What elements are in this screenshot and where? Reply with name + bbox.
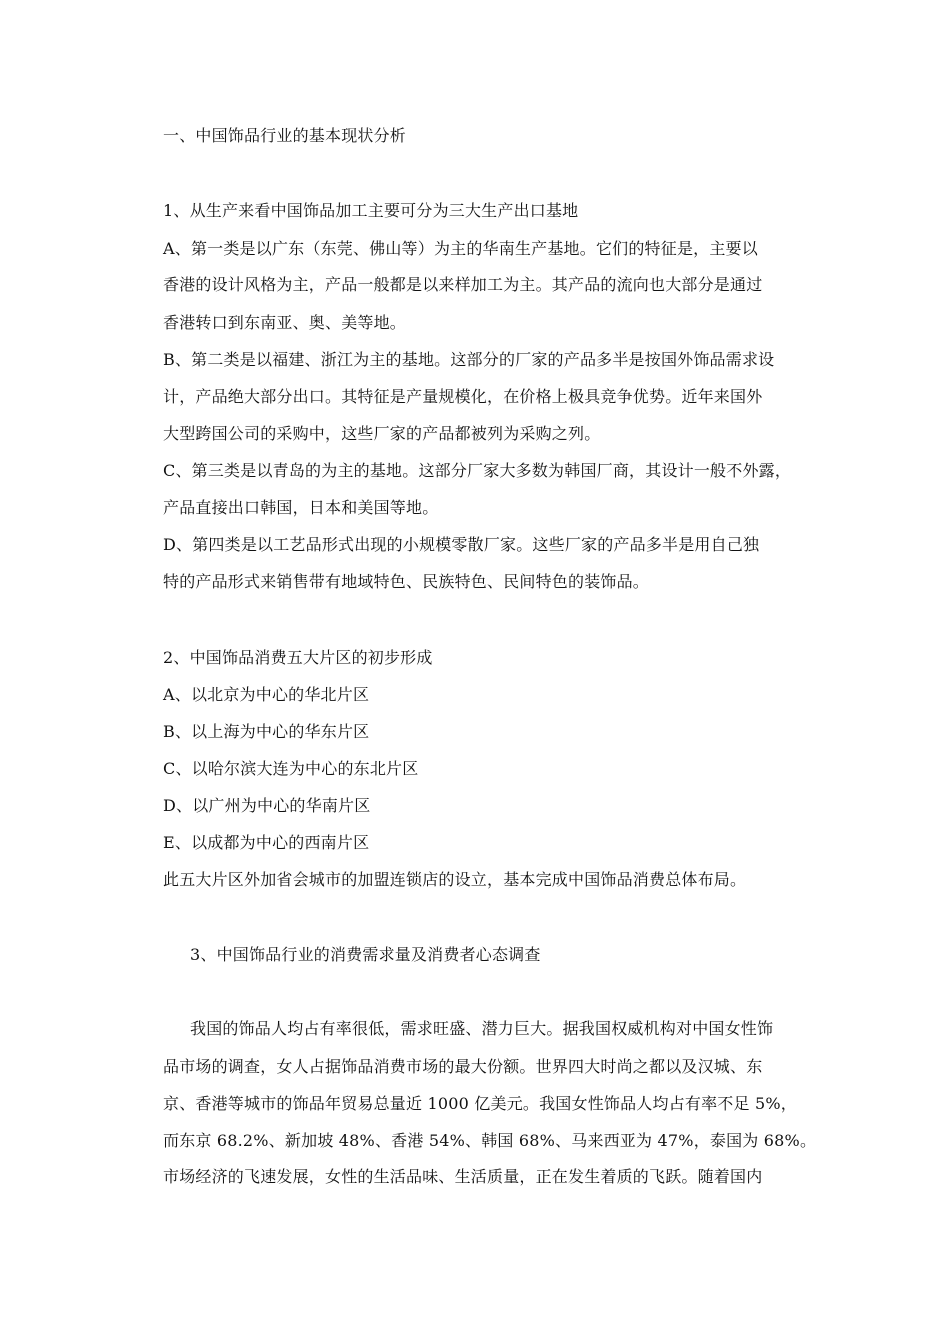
section-1-line: 大型跨国公司的采购中，这些厂家的产品都被列为采购之列。 <box>163 424 601 443</box>
section-3-line: 市场经济的飞速发展，女性的生活品味、生活质量，正在发生着质的飞跃。随着国内 <box>163 1167 763 1186</box>
section-3-line: 我国的饰品人均占有率很低，需求旺盛、潜力巨大。据我国权威机构对中国女性饰 <box>190 1019 774 1038</box>
section-2-line: D、以广州为中心的华南片区 <box>163 796 371 815</box>
section-2-line: 此五大片区外加省会城市的加盟连锁店的设立，基本完成中国饰品消费总体布局。 <box>163 870 747 889</box>
section-3-line: 品市场的调查，女人占据饰品消费市场的最大份额。世界四大时尚之都以及汉城、东 <box>163 1057 763 1076</box>
section-2-line: C、以哈尔滨大连为中心的东北片区 <box>163 759 419 778</box>
section-3-title: 3、中国饰品行业的消费需求量及消费者心态调查 <box>190 945 541 964</box>
document-heading: 一、中国饰品行业的基本现状分析 <box>163 126 407 145</box>
section-1-line: 香港转口到东南亚、奥、美等地。 <box>163 313 407 332</box>
section-2-line: E、以成都为中心的西南片区 <box>163 833 370 852</box>
section-2-line: B、以上海为中心的华东片区 <box>163 722 370 741</box>
section-1-line: 特的产品形式来销售带有地域特色、民族特色、民间特色的装饰品。 <box>163 572 650 591</box>
section-1-line: B、第二类是以福建、浙江为主的基地。这部分的厂家的产品多半是按国外饰品需求设 <box>163 350 775 369</box>
section-1-line: A、第一类是以广东（东莞、佛山等）为主的华南生产基地。它们的特征是，主要以 <box>163 239 758 258</box>
section-1-line: D、第四类是以工艺品形式出现的小规模零散厂家。这些厂家的产品多半是用自己独 <box>163 535 760 554</box>
section-1-line: 计，产品绝大部分出口。其特征是产量规模化，在价格上极具竞争优势。近年来国外 <box>163 387 763 406</box>
section-3-line: 而东京 68.2%、新加坡 48%、香港 54%、韩国 68%、马来西亚为 47%，泰国为 68%。 <box>163 1131 817 1150</box>
section-2-line: A、以北京为中心的华北片区 <box>163 685 370 704</box>
section-1-line: 产品直接出口韩国，日本和美国等地。 <box>163 498 439 517</box>
section-1-line: 香港的设计风格为主，产品一般都是以来样加工为主。其产品的流向也大部分是通过 <box>163 275 763 294</box>
section-1-title: 1、从生产来看中国饰品加工主要可分为三大生产出口基地 <box>163 201 579 220</box>
section-1-line: C、第三类是以青岛的为主的基地。这部分厂家大多数为韩国厂商，其设计一般不外露， <box>163 461 792 480</box>
section-2-title: 2、中国饰品消费五大片区的初步形成 <box>163 648 433 667</box>
section-3-line: 京、香港等城市的饰品年贸易总量近 1000 亿美元。我国女性饰品人均占有率不足 5%， <box>163 1094 797 1113</box>
